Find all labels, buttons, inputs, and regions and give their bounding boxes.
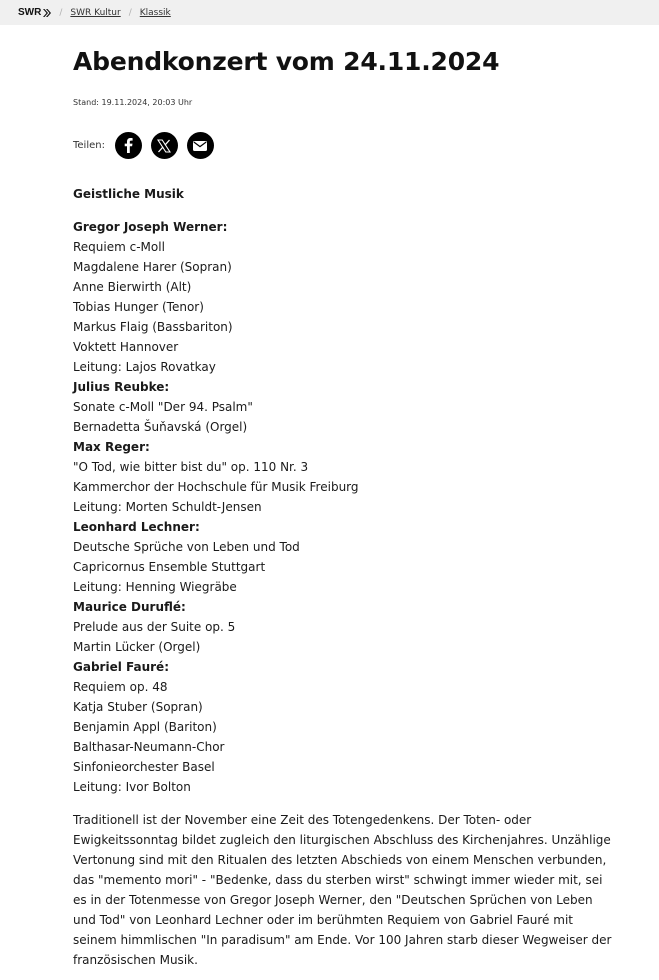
composer-name: Leonhard Lechner:: [73, 520, 200, 534]
article-paragraph: Traditionell ist der November eine Zeit des Totengedenkens. Der Toten- oder Ewigkeitssonntag bildet zugleich den liturgischen Abschluss des Kirchenjahres. Unzählige Vertonung sind mit den Ritualen des letzten Abschieds von einem Menschen verbunden, das "memento mori" - "Bedenke, dass du sterben wirst" schwingt immer wieder mit, sei es in der Totenmesse von Gregor Joseph Werner, den "Deutschen Sprüchen von Leben und Tod" von Leonhard Lechner oder im berühmten Requiem von Gabriel Fauré mit seinem himmlischen "In paradisum" am Ende. Vor 100 Jahren starb dieser Wegweiser der französischen Musik.: [73, 813, 612, 967]
share-facebook-button[interactable]: [115, 132, 142, 159]
composer-name: Max Reger:: [73, 440, 150, 454]
program-entry: Prelude aus der Suite op. 5: [73, 620, 236, 634]
breadcrumb-link-klassik[interactable]: Klassik: [139, 7, 171, 18]
program-entry: Voktett Hannover: [73, 340, 179, 354]
program-entry: Leitung: Lajos Rovatkay: [73, 360, 216, 374]
swr-logo[interactable]: [18, 7, 51, 18]
share-x-button[interactable]: [151, 132, 178, 159]
double-chevron-icon: [42, 9, 51, 17]
page-title: Abendkonzert vom 24.11.2024: [73, 47, 500, 76]
program-entry: Tobias Hunger (Tenor): [73, 300, 204, 314]
program-entry: Balthasar-Neumann-Chor: [73, 740, 225, 754]
breadcrumb-separator: /: [59, 7, 63, 18]
breadcrumb-link-swr-kultur[interactable]: SWR Kultur: [70, 7, 121, 18]
composer-name: Julius Reubke:: [73, 380, 170, 394]
program-entry: Anne Bierwirth (Alt): [73, 280, 192, 294]
article: [0, 45, 659, 970]
composer-name: Gabriel Fauré:: [73, 660, 169, 674]
program-entry: "O Tod, wie bitter bist du" op. 110 Nr. 3: [73, 460, 309, 474]
publish-date: Stand: 19.11.2024, 20:03 Uhr: [73, 98, 193, 107]
program-entry: Requiem c-Moll: [73, 240, 165, 254]
facebook-icon: [124, 138, 133, 153]
mail-icon: [193, 141, 207, 151]
program-list: [73, 217, 619, 797]
section-heading: Geistliche Musik: [73, 187, 184, 201]
breadcrumb-separator: /: [128, 7, 132, 18]
composer-name: Maurice Duruflé:: [73, 600, 186, 614]
program-entry: Capricornus Ensemble Stuttgart: [73, 560, 266, 574]
swr-logo-text: SWR: [18, 7, 42, 18]
program-entry: Sinfonieorchester Basel: [73, 760, 215, 774]
x-icon: [157, 139, 171, 153]
share-mail-button[interactable]: [187, 132, 214, 159]
program-entry: Requiem op. 48: [73, 680, 168, 694]
program-entry: Deutsche Sprüche von Leben und Tod: [73, 540, 300, 554]
program-entry: Sonate c-Moll "Der 94. Psalm": [73, 400, 253, 414]
program-entry: Martin Lücker (Orgel): [73, 640, 201, 654]
program-entry: Magdalene Harer (Sopran): [73, 260, 232, 274]
program-entry: Markus Flaig (Bassbariton): [73, 320, 233, 334]
program-entry: Bernadetta Šuňavská (Orgel): [73, 420, 248, 434]
program-entry: Benjamin Appl (Bariton): [73, 720, 217, 734]
program-entry: Katja Stuber (Sopran): [73, 700, 203, 714]
composer-name: Gregor Joseph Werner:: [73, 220, 228, 234]
program-entry: Kammerchor der Hochschule für Musik Freiburg: [73, 480, 359, 494]
program-entry: Leitung: Ivor Bolton: [73, 780, 191, 794]
share-label: Teilen:: [73, 140, 105, 151]
share-bar: [73, 132, 619, 159]
program-entry: Leitung: Henning Wiegräbe: [73, 580, 237, 594]
program-entry: Leitung: Morten Schuldt-Jensen: [73, 500, 262, 514]
breadcrumb-bar: [0, 0, 659, 25]
